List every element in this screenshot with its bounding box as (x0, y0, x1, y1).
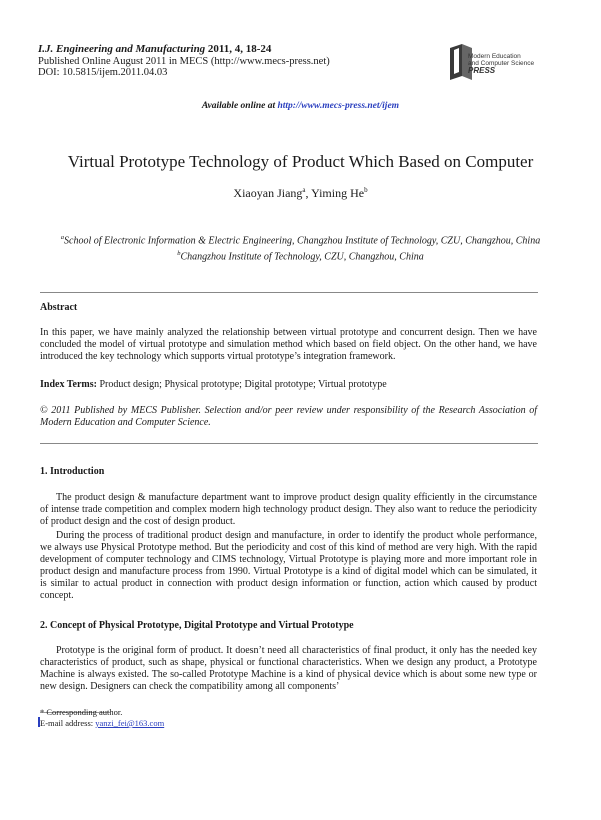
author-list (0, 186, 601, 201)
journal-url-link[interactable]: http://www.mecs-press.net/ijem (277, 101, 400, 111)
available-prefix: Available online at (201, 101, 276, 111)
logo-line3: PRESS (468, 66, 496, 75)
corresponding-author: * Corresponding author. (40, 707, 123, 717)
section2-heading: 2. Concept of Physical Prototype, Digital Prototype and Virtual Prototype (40, 620, 354, 631)
author-1: Xiaoyan Jiang (233, 186, 303, 200)
index-terms-label: Index Terms: (40, 379, 97, 390)
index-terms-list: Product design; Physical prototype; Digital prototype; Virtual prototype (99, 379, 387, 390)
copyright: © 2011 Published by MECS Publisher. Selection and/or peer review under responsibility of the Research Association of Modern Education and Computer Science. (40, 405, 537, 428)
footnote (40, 707, 164, 729)
affil-b-sup: b (177, 249, 181, 257)
abstract-heading: Abstract (40, 302, 78, 313)
index-terms (40, 379, 537, 391)
section1-heading: 1. Introduction (40, 466, 105, 477)
publisher-logo (446, 42, 556, 84)
publication-info: Published Online August 2011 in MECS (http://www.mecs-press.net) (38, 55, 330, 67)
abstract-text: In this paper, we have mainly analyzed the relationship between virtual prototype and concurrent design. Then we have concluded the model of virtual prototype and simulation method which based on field object. On the other hand, we have introduced the key technology which supports virtual prototype’s integration framework. (40, 327, 537, 362)
section2-paragraph1: Prototype is the original form of product. It doesn’t need all characteristics of final product, it only has the needed key characteristics of product, such as shape, physical or functional characteristics. When we design any product, a Prototype Machine is always existed. The so-called Prototype Machine is a kind of physical device which is about some new type or new design. Designers can check the compatibility among all components’ (40, 645, 537, 692)
paper-title: Virtual Prototype Technology of Product Which Based on Computer (67, 152, 534, 171)
abstract-bottom-rule (40, 443, 538, 444)
affil-a-sup: a (60, 234, 65, 241)
logo-line1: Modern Education (468, 53, 521, 60)
journal-volume: 2011, 4, 18-24 (207, 43, 272, 55)
available-online (0, 101, 601, 111)
affil-a: School of Electronic Information & Electric Engineering, Changzhou Institute of Technology, CZU, Changzhou, China (64, 235, 541, 247)
email-label: E-mail address: (40, 718, 94, 728)
journal-header (38, 44, 330, 79)
section1-paragraph1: The product design & manufacture department want to improve product design quality efficiently in the circumstance of intense trade competition and complex modern high technology product design. They also want to reduce the periodicity of product design and the cost of design product. (40, 492, 537, 527)
author-2-sup: b (364, 186, 368, 194)
journal-name: I.J. Engineering and Manufacturing (38, 43, 206, 55)
abstract-top-rule (40, 292, 538, 293)
doi: DOI: 10.5815/ijem.2011.04.03 (38, 67, 168, 78)
footnote-marker-bar (38, 717, 40, 727)
logo-line2: and Computer Science (468, 60, 535, 67)
section1-paragraph2: During the process of traditional product design and manufacture, in order to identify the product whole performance, we always use Physical Prototype method. But the periodicity and cost of this kind of method are very high. With the rapid development of computer technology and CIMS technology, Virtual Prototype is playing more and more important role in product design and manufacture process from 1990. Virtual Prototype is a kind of digital model which can be simulated, it is similar to actual product in connection with product design information or function, action which caused by product concept. (40, 530, 537, 601)
author-1-sup: a (302, 186, 306, 194)
email-link[interactable]: yanzi_fei@163.com (95, 718, 165, 728)
affiliations (60, 232, 541, 264)
author-2: , Yiming He (305, 186, 365, 200)
affil-b: Changzhou Institute of Technology, CZU, Changzhou, China (180, 251, 424, 263)
